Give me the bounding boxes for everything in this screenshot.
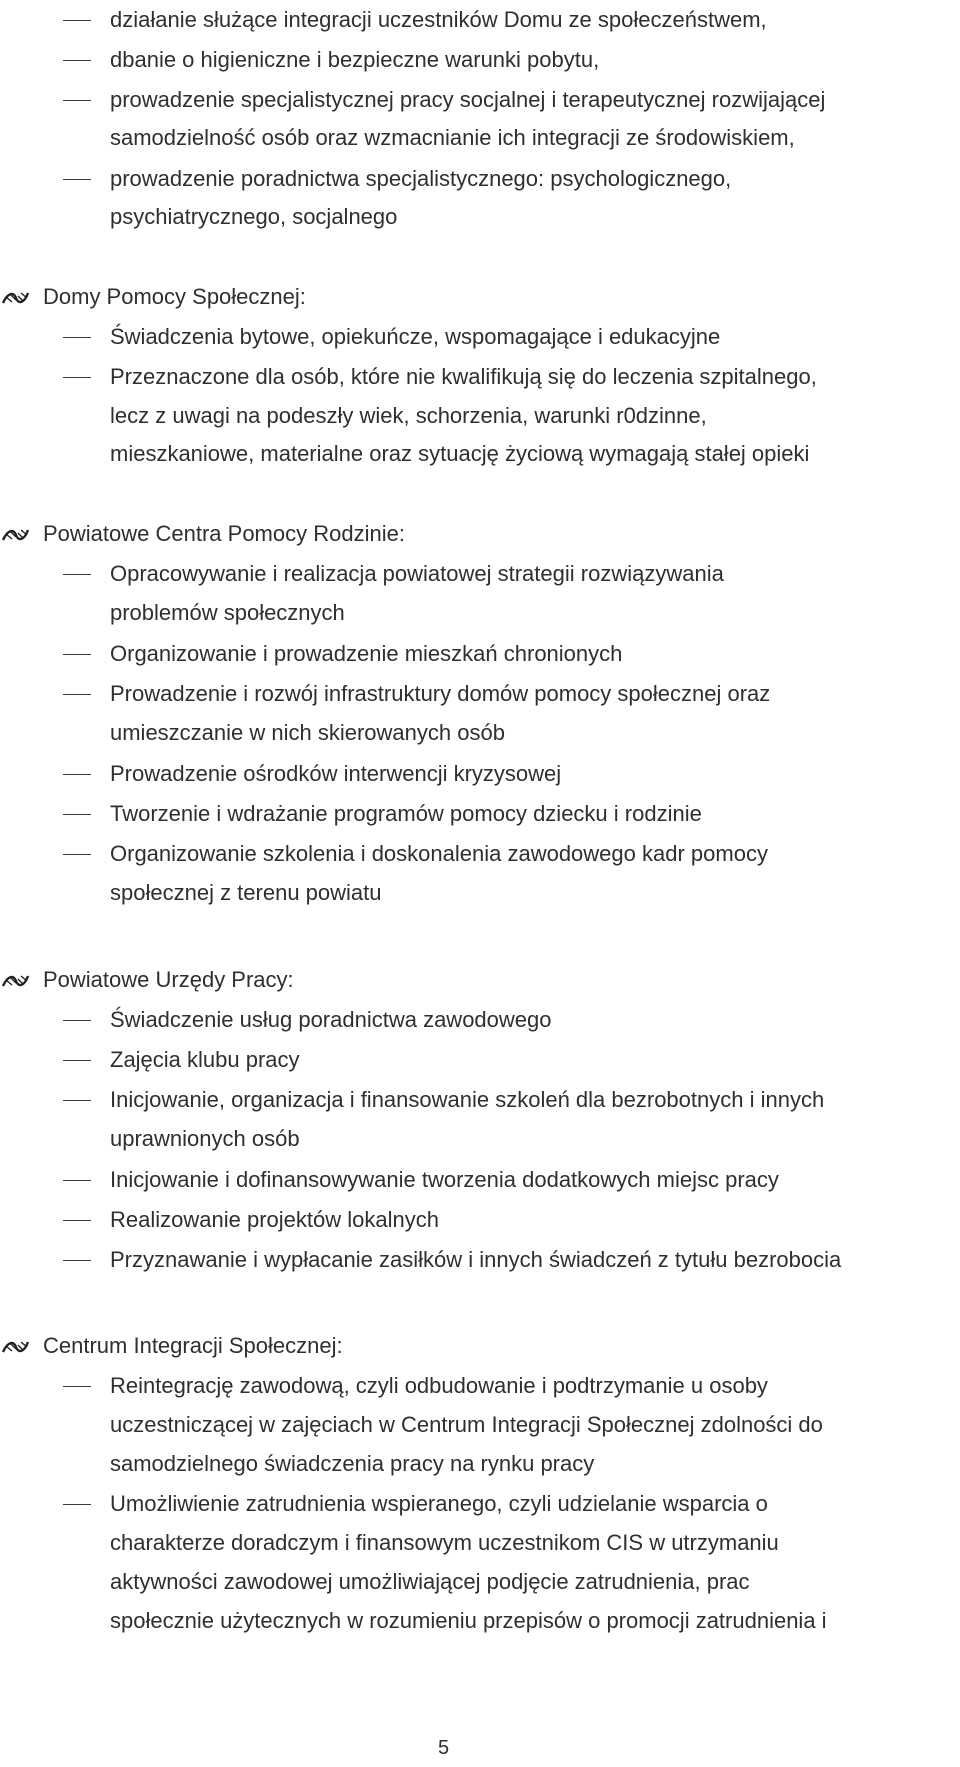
list-item-line: umieszczanie w nich skierowanych osób: [110, 720, 505, 745]
dash-bullet: [63, 1386, 91, 1387]
list-item-line: Umożliwienie zatrudnienia wspieranego, czyli udzielanie wsparcia o: [110, 1491, 768, 1516]
list-item-line: Przeznaczone dla osób, które nie kwalifikują się do leczenia szpitalnego,: [110, 364, 817, 389]
list-item-line: prowadzenie specjalistycznej pracy socjalnej i terapeutycznej rozwijającej: [110, 87, 826, 112]
list-item-line: aktywności zawodowej umożliwiającej podjęcie zatrudnienia, prac: [110, 1569, 750, 1594]
list-item-line: Tworzenie i wdrażanie programów pomocy dziecku i rodzinie: [110, 801, 702, 826]
decorative-bullet-icon: [0, 526, 30, 544]
page-number: 5: [438, 1737, 450, 1759]
list-item-line: Inicjowanie i dofinansowywanie tworzenia dodatkowych miejsc pracy: [110, 1167, 779, 1192]
dash-bullet: [63, 1020, 91, 1021]
dash-bullet: [63, 20, 91, 21]
list-item-line: mieszkaniowe, materialne oraz sytuację życiową wymagają stałej opieki: [110, 441, 810, 466]
list-item-line: samodzielnego świadczenia pracy na rynku pracy: [110, 1451, 595, 1476]
list-item-line: społecznej z terenu powiatu: [110, 880, 382, 905]
dash-bullet: [63, 814, 91, 815]
dash-bullet: [63, 854, 91, 855]
list-item-line: problemów społecznych: [110, 600, 345, 625]
dash-bullet: [63, 1180, 91, 1181]
list-item-line: Inicjowanie, organizacja i finansowanie szkoleń dla bezrobotnych i innych: [110, 1087, 825, 1112]
list-item-line: dbanie o higieniczne i bezpieczne warunki pobytu,: [110, 47, 600, 72]
decorative-bullet-icon: [0, 1338, 30, 1356]
list-item-line: Świadczenia bytowe, opiekuńcze, wspomagające i edukacyjne: [110, 324, 721, 349]
section-heading-text: Powiatowe Urzędy Pracy:: [43, 967, 294, 992]
list-item-line: działanie służące integracji uczestników Domu ze społeczeństwem,: [110, 7, 767, 32]
list-item-line: Prowadzenie ośrodków interwencji kryzysowej: [110, 761, 562, 786]
decorative-bullet-icon: [0, 289, 30, 307]
list-item-line: Realizowanie projektów lokalnych: [110, 1207, 439, 1232]
dash-bullet: [63, 1504, 91, 1505]
dash-bullet: [63, 1060, 91, 1061]
decorative-bullet-icon: [0, 972, 30, 990]
dash-bullet: [63, 1100, 91, 1101]
section-heading-text: Powiatowe Centra Pomocy Rodzinie:: [43, 521, 405, 546]
dash-bullet: [63, 100, 91, 101]
list-item-line: Organizowanie i prowadzenie mieszkań chronionych: [110, 641, 623, 666]
list-item-line: prowadzenie poradnictwa specjalistycznego: psychologicznego,: [110, 166, 732, 191]
dash-bullet: [63, 574, 91, 575]
dash-bullet: [63, 337, 91, 338]
dash-bullet: [63, 694, 91, 695]
list-item-line: uczestniczącej w zajęciach w Centrum Integracji Społecznej zdolności do: [110, 1412, 823, 1437]
list-item-line: społecznie użytecznych w rozumieniu przepisów o promocji zatrudnienia i: [110, 1608, 827, 1633]
list-item-line: charakterze doradczym i finansowym uczestnikom CIS w utrzymaniu: [110, 1530, 779, 1555]
list-item-line: Reintegrację zawodową, czyli odbudowanie i podtrzymanie u osoby: [110, 1373, 768, 1398]
list-item-line: Świadczenie usług poradnictwa zawodowego: [110, 1007, 552, 1032]
dash-bullet: [63, 1220, 91, 1221]
list-item-line: lecz z uwagi na podeszły wiek, schorzenia, warunki r0dzinne,: [110, 403, 707, 428]
list-item-line: Przyznawanie i wypłacanie zasiłków i innych świadczeń z tytułu bezrobocia: [110, 1247, 842, 1272]
list-item-line: Opracowywanie i realizacja powiatowej strategii rozwiązywania: [110, 561, 724, 586]
dash-bullet: [63, 377, 91, 378]
dash-bullet: [63, 1260, 91, 1261]
list-item-line: uprawnionych osób: [110, 1126, 300, 1151]
section-heading-text: Domy Pomocy Społecznej:: [43, 284, 306, 309]
dash-bullet: [63, 60, 91, 61]
dash-bullet: [63, 179, 91, 180]
dash-bullet: [63, 654, 91, 655]
list-item-line: Organizowanie szkolenia i doskonalenia zawodowego kadr pomocy: [110, 841, 768, 866]
list-item-line: Prowadzenie i rozwój infrastruktury domów pomocy społecznej oraz: [110, 681, 771, 706]
section-heading-text: Centrum Integracji Społecznej:: [43, 1333, 343, 1358]
list-item-line: samodzielność osób oraz wzmacnianie ich integracji ze środowiskiem,: [110, 125, 795, 150]
list-item-line: Zajęcia klubu pracy: [110, 1047, 300, 1072]
list-item-line: psychiatrycznego, socjalnego: [110, 204, 398, 229]
dash-bullet: [63, 774, 91, 775]
